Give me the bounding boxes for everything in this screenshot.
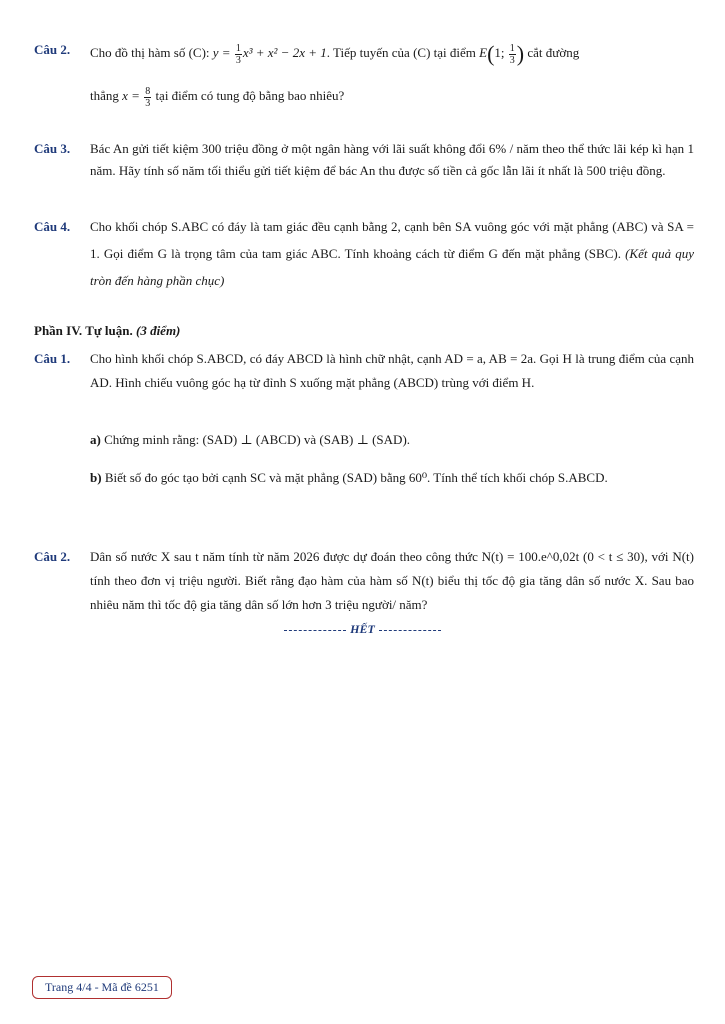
- part-text: Chứng minh rằng: (SAD) ⊥ (ABCD) và (SAB) ⊥ (SAD).: [100, 432, 411, 447]
- fraction: $\frac{1}{3}$: [509, 42, 515, 66]
- part-label: b): [90, 470, 102, 485]
- question-label: Câu 4.: [34, 219, 71, 234]
- rounding-note: (Kết quả quy tròn đến hàng phần chục): [90, 246, 695, 288]
- question-3: [34, 138, 694, 182]
- page-footer: Trang 4/4 - Mã đề 6251: [32, 976, 172, 999]
- fraction: $\frac{1}{3}$: [235, 42, 241, 66]
- essay-question-1: [34, 347, 694, 395]
- end-mark: [0, 622, 725, 637]
- essay-question-2: [34, 545, 694, 617]
- end-label: HẾT: [350, 622, 375, 636]
- point-name: E: [479, 45, 488, 60]
- question-text: . Tiếp tuyến của (C) tại điểm: [326, 45, 480, 60]
- section-points: (3 điểm): [135, 323, 181, 338]
- essay-part-a: [90, 428, 694, 452]
- question-body: [90, 213, 694, 294]
- part-label: a): [90, 432, 101, 447]
- question-label: Câu 1.: [34, 351, 71, 366]
- question-body: Cho hình khối chóp S.ABCD, có đáy ABCD là hình chữ nhật, cạnh AD = a, AB = 2a. Gọi H là trung điểm của cạnh AD. Hình chiếu vuông góc hạ từ đỉnh S xuống mặt phẳng (ABCD) trùng với điểm H.: [90, 351, 694, 390]
- question-2: [34, 38, 694, 111]
- question-text: cắt đường: [524, 45, 580, 60]
- fraction: $\frac{8}{3}$: [145, 85, 151, 109]
- question-body: Cho đồ thị hàm số (C): y = $\frac{1}{3}$ x³ + x² − 2x + 1. Tiếp tuyến của (C) tại điểm E(1; $\frac{1}{3}$ ) cắt đường thẳng x = $\frac{8}{3}$ tại điểm có tung độ bằng bao nhiêu?: [90, 41, 580, 109]
- question-body: Bác An gửi tiết kiệm 300 triệu đồng ở một ngân hàng với lãi suất không đổi 6% / năm theo thể thức lãi kép kì hạn 1 năm. Hãy tính số năm tối thiểu gửi tiết kiệm để bác An thu được số tiền cả gốc lẫn lãi ít nhất là 500 triệu đồng.: [90, 141, 694, 178]
- question-4: [34, 213, 694, 294]
- question-label: Câu 2.: [34, 549, 71, 564]
- section-title: Phần IV. Tự luận.: [34, 323, 133, 338]
- math-expr: x³ + x² − 2x + 1: [242, 45, 327, 60]
- question-text: Cho đồ thị hàm số (C):: [90, 45, 213, 60]
- question-text: thẳng: [90, 88, 123, 104]
- math-expr: 1;: [494, 45, 508, 60]
- section-heading: [34, 319, 180, 343]
- question-text: Cho khối chóp S.ABC có đáy là tam giác đều cạnh bằng 2, cạnh bên SA vuông góc với mặt phẳng (ABC) và SA = 1. Gọi điểm G là trọng tâm của tam giác ABC. Tính khoảng cách từ điểm G đến mặt phẳng (SBC).: [90, 219, 694, 261]
- question-label: Câu 2.: [34, 42, 71, 57]
- question-label: Câu 3.: [34, 141, 71, 156]
- essay-part-b: [90, 465, 694, 490]
- part-text: Biết số đo góc tạo bởi cạnh SC và mặt phẳng (SAD) bằng 60⁰. Tính thể tích khối chóp S.ABCD.: [101, 470, 608, 485]
- question-text: tại điểm có tung độ bằng bao nhiêu?: [152, 88, 345, 104]
- math-expr: x =: [122, 88, 144, 104]
- math-expr: y =: [212, 45, 234, 60]
- question-body: Dân số nước X sau t năm tính từ năm 2026 được dự đoán theo công thức N(t) = 100.e^0,02t (0 < t ≤ 30), với N(t) tính theo đơn vị triệu người. Biết rằng đạo hàm của hàm số N(t) biểu thị tốc độ gia tăng dân số nước X. Sau bao nhiêu năm thì tốc độ gia tăng dân số lớn hơn 3 triệu người/ năm?: [90, 549, 694, 612]
